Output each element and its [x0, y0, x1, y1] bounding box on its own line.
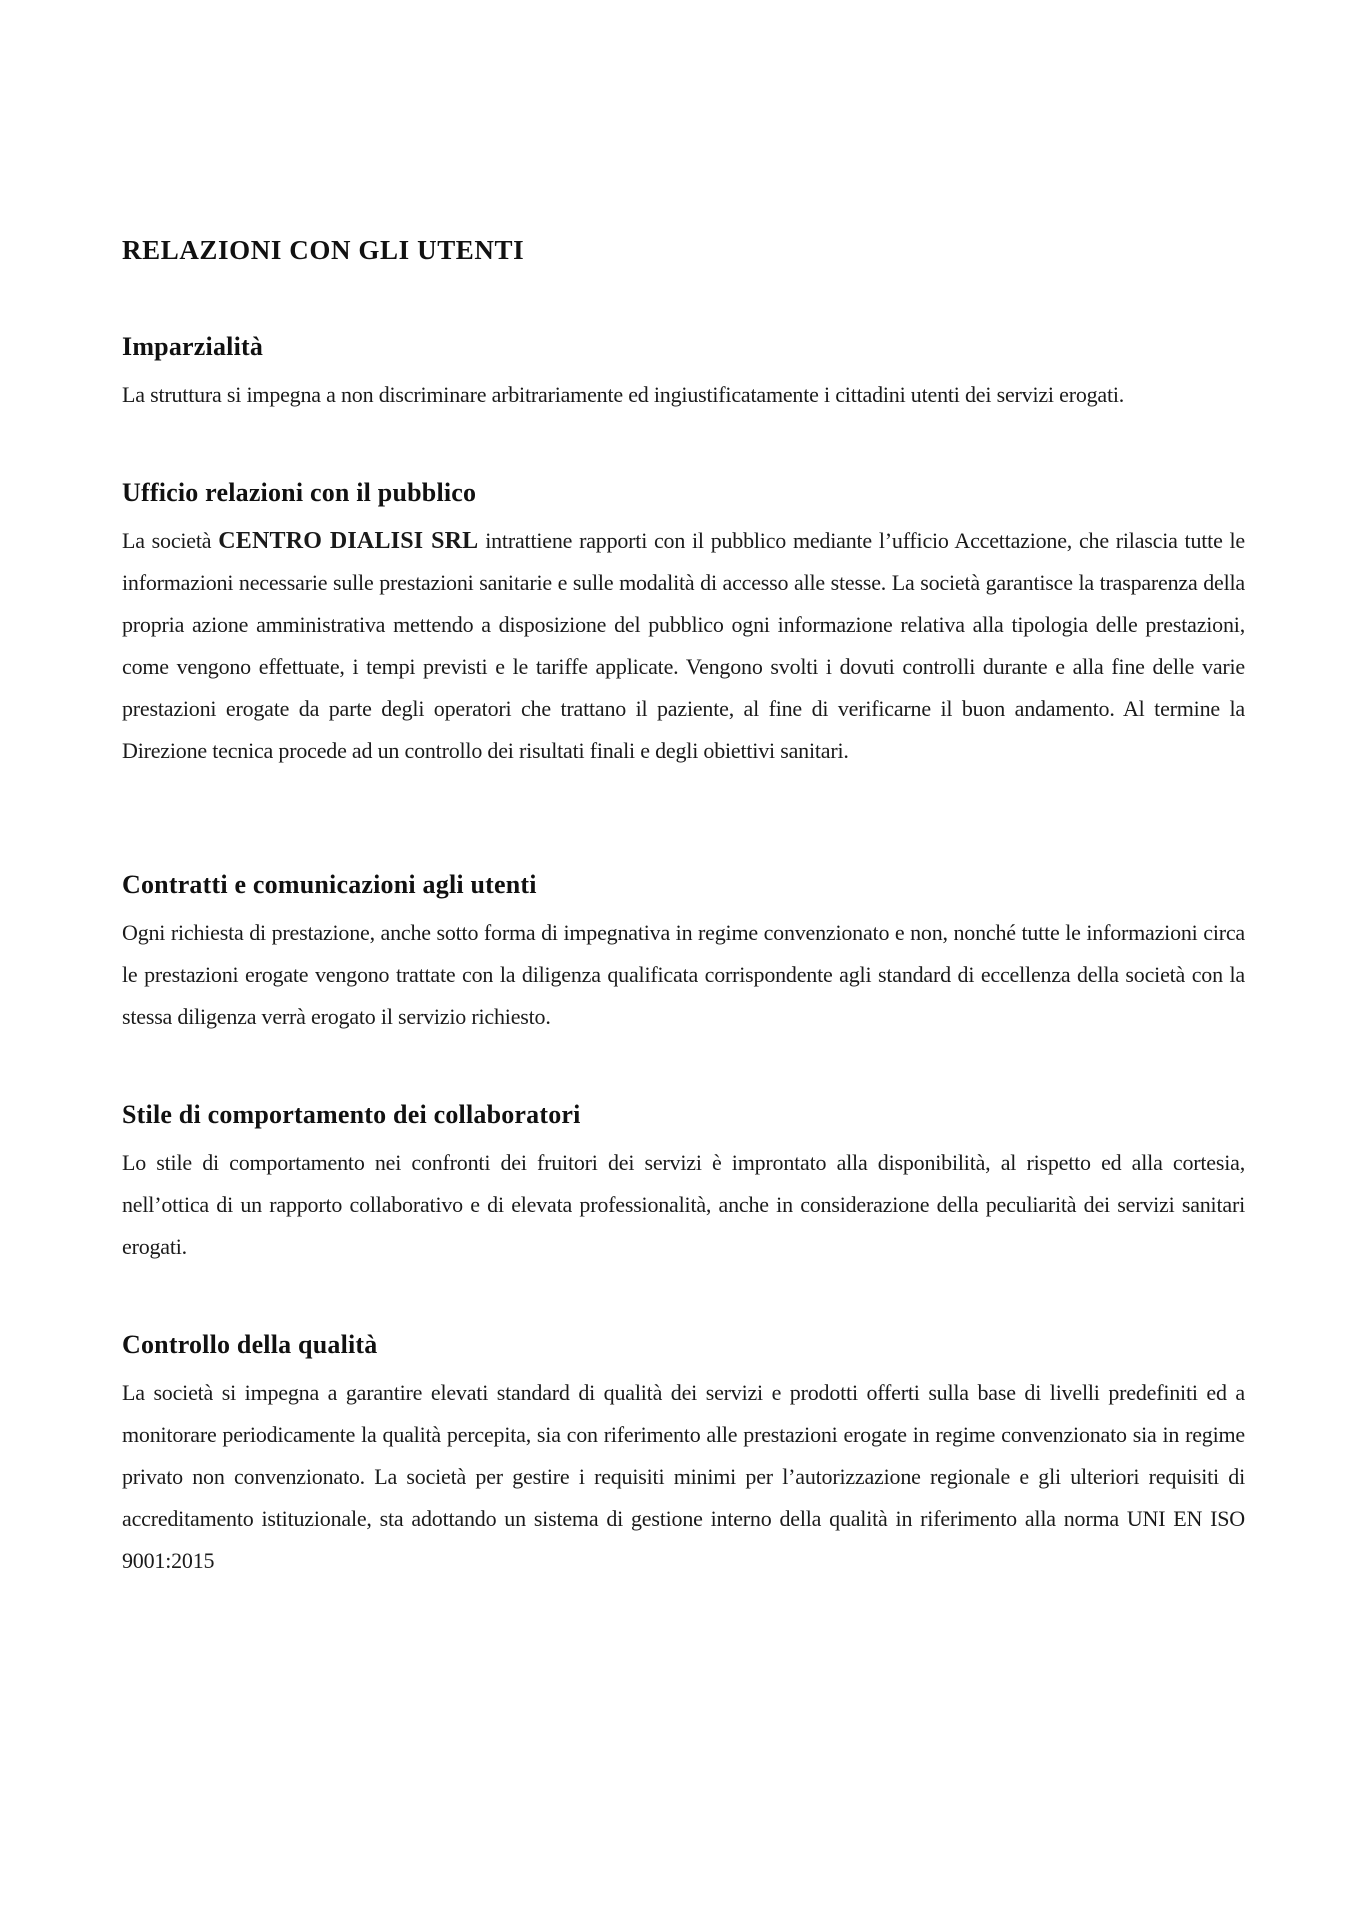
- section-stile-comportamento: [122, 1098, 1245, 1268]
- section-contratti: [122, 868, 1245, 1038]
- section-body-imparzialita: La struttura si impegna a non discriminare arbitrariamente ed ingiustificatamente i cittadini utenti dei servizi erogati.: [122, 382, 1125, 407]
- section-heading-stile-comportamento: Stile di comportamento dei collaboratori: [122, 1100, 581, 1129]
- section-heading-imparzialita: Imparzialità: [122, 332, 264, 361]
- section-heading-ufficio-relazioni: Ufficio relazioni con il pubblico: [122, 478, 477, 507]
- body-prefix-text: La società: [122, 528, 219, 553]
- page-title: RELAZIONI CON GLI UTENTI: [122, 235, 525, 265]
- section-body-controllo-qualita: La società si impegna a garantire elevati standard di qualità dei servizi e prodotti offerti sulla base di livelli predefiniti ed a monitorare periodicamente la qualità percepita, sia con riferimento alle prestazioni erogate in regime convenzionato sia in regime privato non convenzionato. La società per gestire i requisiti minimi per l’autorizzazione regionale e gli ulteriori requisiti di accreditamento istituzionale, sta adottando un sistema di gestione interno della qualità in riferimento alla norma UNI EN ISO 9001:2015: [122, 1380, 1245, 1573]
- section-heading-controllo-qualita: Controllo della qualità: [122, 1330, 378, 1359]
- section-controllo-qualita: [122, 1328, 1245, 1582]
- section-imparzialita: [122, 330, 1245, 416]
- section-heading-contratti: Contratti e comunicazioni agli utenti: [122, 870, 537, 899]
- section-body-contratti: Ogni richiesta di prestazione, anche sotto forma di impegnativa in regime convenzionato e non, nonché tutte le informazioni circa le prestazioni erogate vengono trattate con la diligenza qualificata corrispondente agli standard di eccellenza della società con la stessa diligenza verrà erogato il servizio richiesto.: [122, 920, 1245, 1029]
- section-ufficio-relazioni: [122, 476, 1245, 772]
- section-body-ufficio-relazioni: [122, 520, 1245, 772]
- company-name-text: CENTRO DIALISI SRL: [218, 528, 479, 554]
- section-body-stile-comportamento: Lo stile di comportamento nei confronti dei fruitori dei servizi è improntato alla disponibilità, al rispetto ed alla cortesia, nell’ottica di un rapporto collaborativo e di elevata professionalità, anche in considerazione della peculiarità dei servizi sanitari erogati.: [122, 1150, 1245, 1259]
- body-suffix-text: intrattiene rapporti con il pubblico mediante l’ufficio Accettazione, che rilascia tutte le informazioni necessarie sulle prestazioni sanitarie e sulle modalità di accesso alle stesse. La società garantisce la trasparenza della propria azione amministrativa mettendo a disposizione del pubblico ogni informazione relativa alla tipologia delle prestazioni, come vengono effettuate, i tempi previsti e le tariffe applicate. Vengono svolti i dovuti controlli durante e alla fine delle varie prestazioni erogate da parte degli operatori che trattano il paziente, al fine di verificarne il buon andamento. Al termine la Direzione tecnica procede ad un controllo dei risultati finali e degli obiettivi sanitari.: [122, 528, 1245, 763]
